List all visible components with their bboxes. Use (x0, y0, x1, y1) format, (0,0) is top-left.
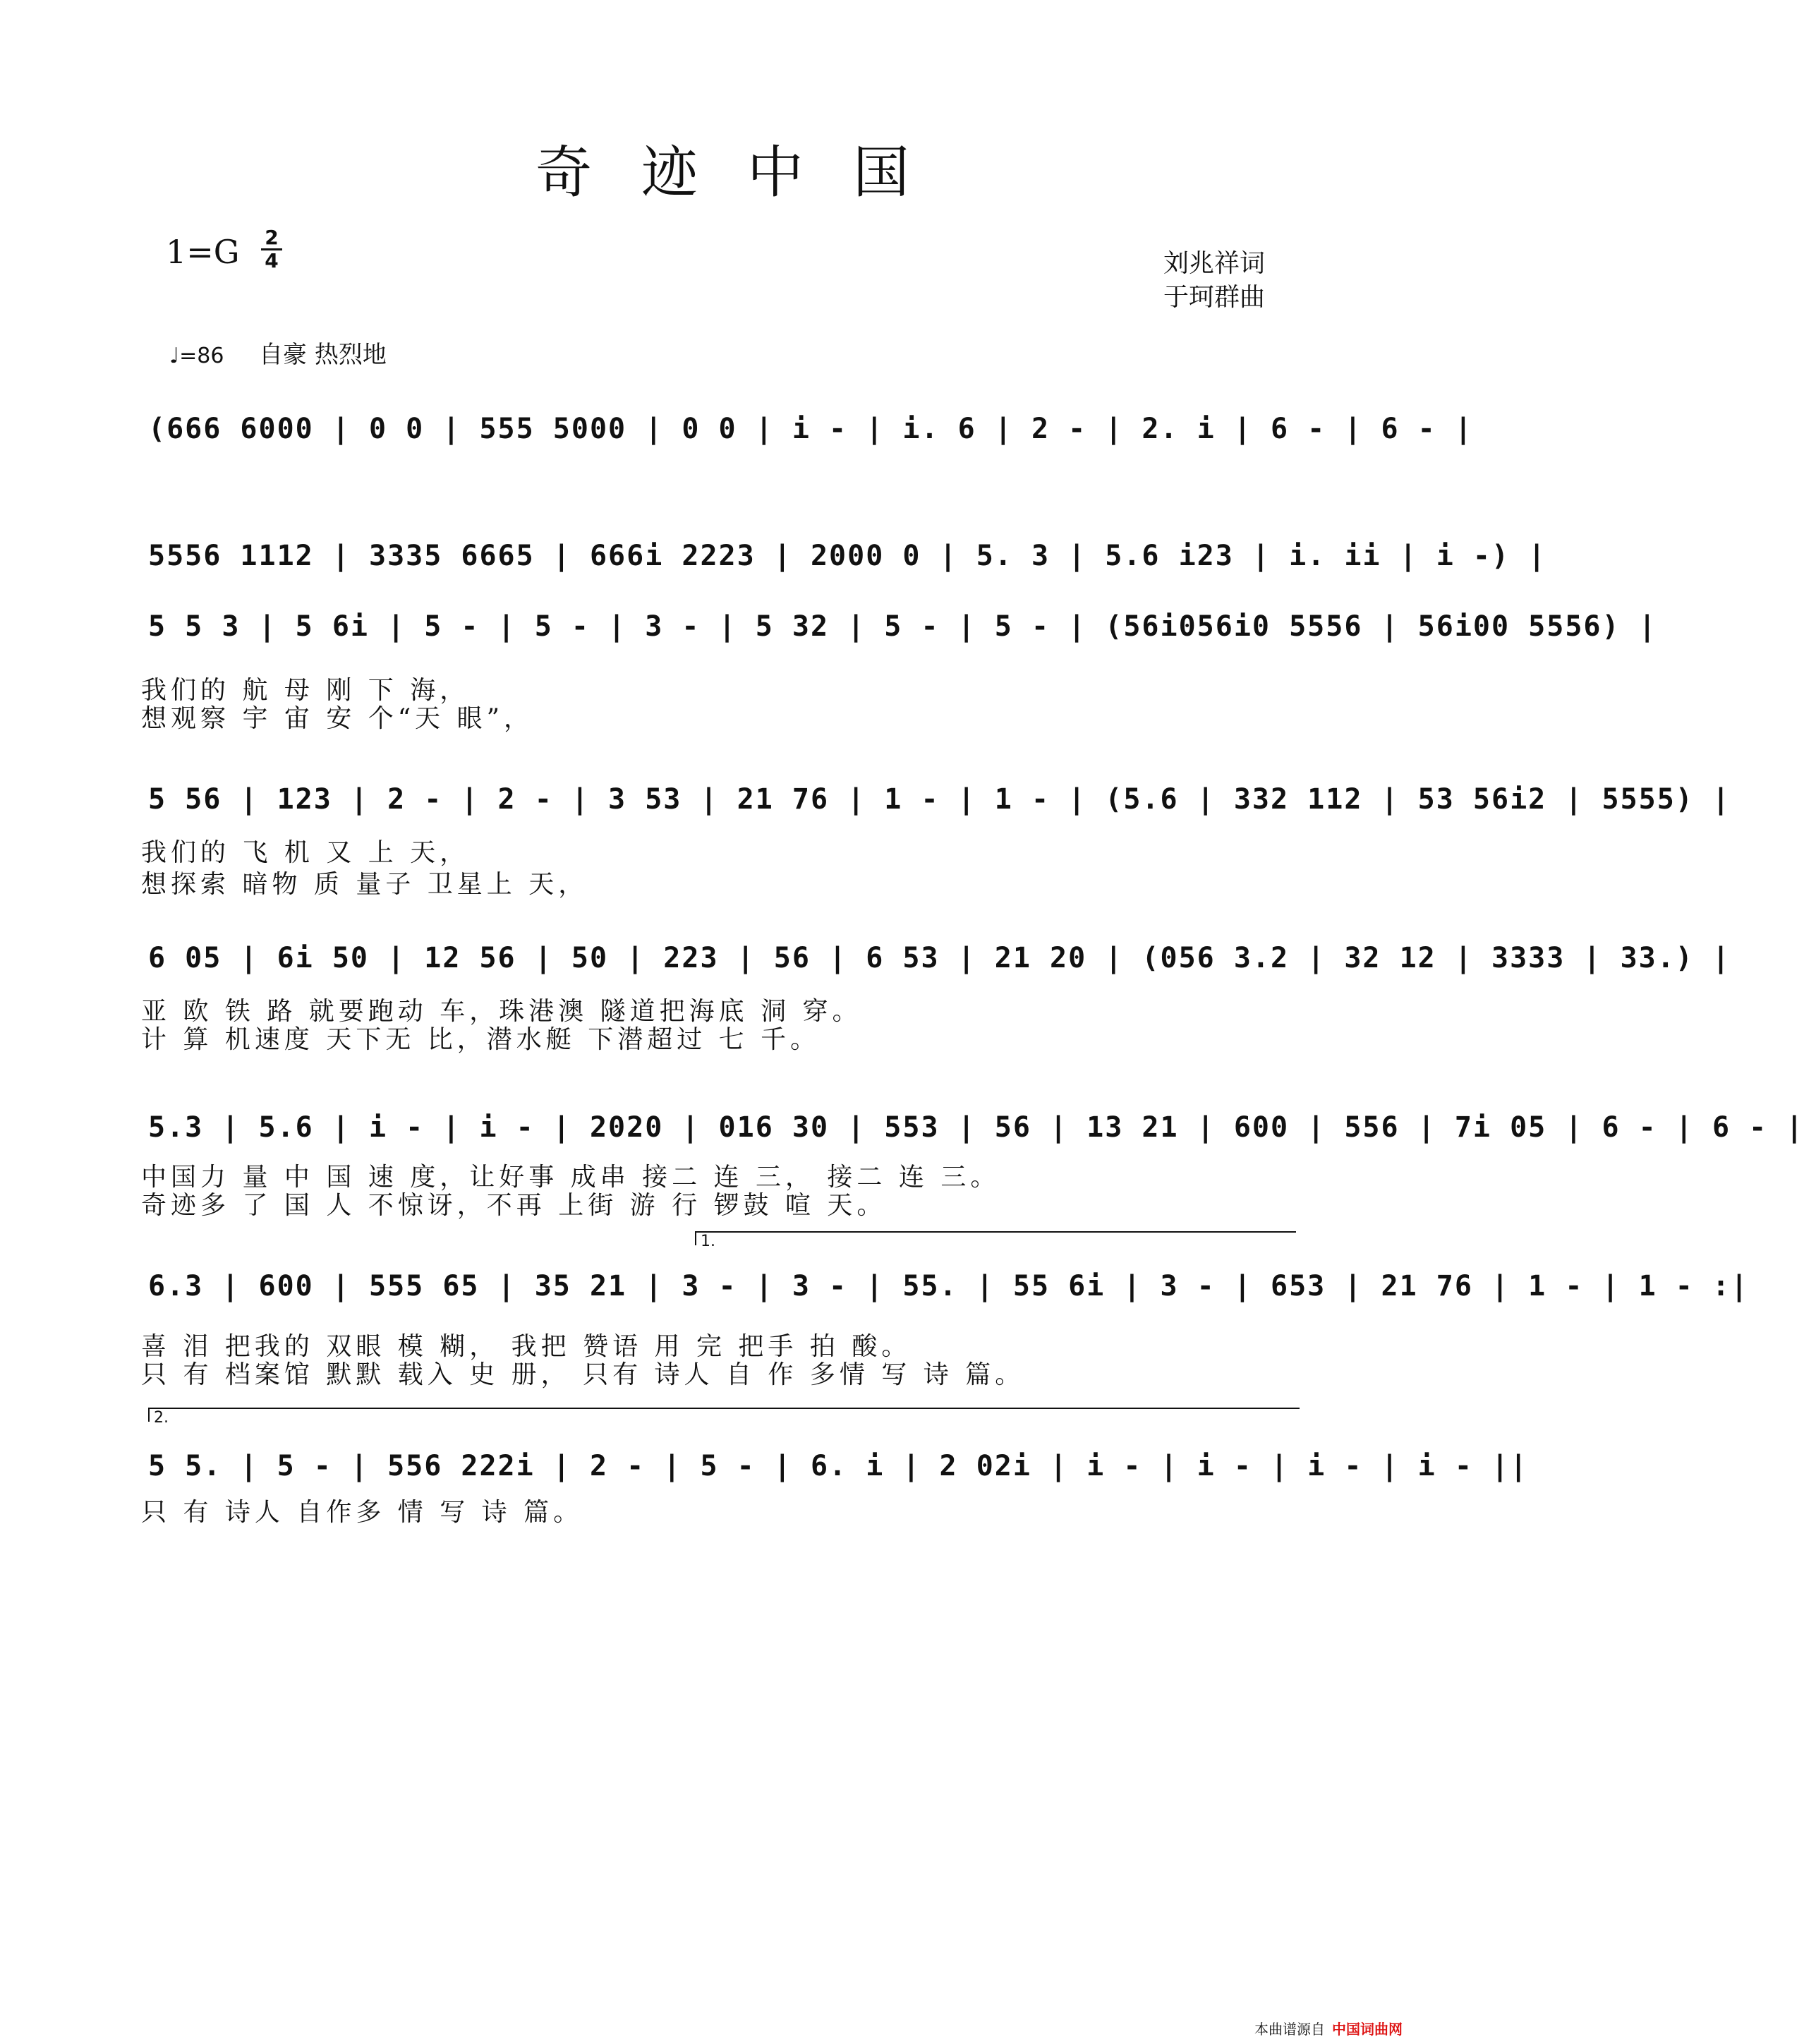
lyric-row-8-verse-1: 只 有 诗人 自作多 情 写 诗 篇。 (141, 1498, 583, 1527)
lyric-row-3-verse-1: 我们的 航 母 刚 下 海， (141, 676, 470, 705)
lyric-row-4-verse-1: 我们的 飞 机 又 上 天， (141, 838, 470, 867)
footer-brand: 中国词曲网 (1332, 2021, 1403, 2038)
score-row-2: 5556 1112 | 3335 6665 | 666i 2223 | 2000 0 | 5. 3 | 5.6 i23 | i. ii | i -) | (148, 540, 1547, 572)
composer: 于珂群曲 (1163, 283, 1265, 312)
time-signature-top: 2 (261, 227, 282, 250)
volta-label-2: 2. (154, 1409, 169, 1427)
tempo-value: ♩=86 (169, 344, 224, 368)
lyric-row-5-verse-2: 计 算 机速度 天下无 比，潜水艇 下潜超过 七 千。 (141, 1025, 821, 1054)
lyric-row-4-verse-2: 想探索 暗物 质 量子 卫星上 天， (141, 870, 588, 899)
footer-source: 本曲谱源自 (1254, 2021, 1325, 2038)
tempo-marking (169, 335, 387, 370)
volta-bracket-1 (695, 1231, 1296, 1250)
lyric-row-6-verse-2: 奇迹多 了 国 人 不惊讶，不再 上街 游 行 锣鼓 喧 天。 (141, 1191, 887, 1220)
source-footer (1254, 2018, 1403, 2038)
lyric-row-5-verse-1: 亚 欧 铁 路 就要跑动 车，珠港澳 隧道把海底 洞 穿。 (141, 997, 862, 1026)
volta-label-1: 1. (701, 1233, 715, 1250)
score-row-1: (666 6000 | 0 0 | 555 5000 | 0 0 | i - | i. 6 | 2 - | 2. i | 6 - | 6 - | (148, 413, 1473, 445)
mood-marking: 自豪 热烈地 (259, 341, 387, 369)
volta-bracket-2 (148, 1408, 1300, 1427)
lyric-row-7-verse-2: 只 有 档案馆 默默 载入 史 册， 只有 诗人 自 作 多情 写 诗 篇。 (141, 1360, 1025, 1389)
score-row-5: 6 05 | 6i 50 | 12 56 | 50 | 223 | 56 | 6 53 | 21 20 | (056 3.2 | 32 12 | 3333 | 33.) | (148, 942, 1731, 974)
score-row-3: 5 5 3 | 5 6i | 5 - | 5 - | 3 - | 5 32 | 5 - | 5 - | (56i056i0 5556 | 56i00 5556) | (148, 610, 1657, 643)
time-signature (261, 227, 282, 272)
lyricist: 刘兆祥词 (1163, 249, 1265, 278)
score-row-4: 5 56 | 123 | 2 - | 2 - | 3 53 | 21 76 | 1 - | 1 - | (5.6 | 332 112 | 53 56i2 | 5555) | (148, 783, 1731, 816)
key-signature: 1=G (166, 233, 240, 271)
score-row-6: 5.3 | 5.6 | i - | i - | 2020 | 016 30 | 553 | 56 | 13 21 | 600 | 556 | 7i 05 | 6 - | 6 - | (148, 1111, 1804, 1144)
time-signature-bottom: 4 (265, 249, 279, 272)
score-row-8: 5 5. | 5 - | 556 222i | 2 - | 5 - | 6. i | 2 02i | i - | i - | i - | i - || (148, 1450, 1529, 1482)
lyric-row-7-verse-1: 喜 泪 把我的 双眼 模 糊， 我把 赞语 用 完 把手 拍 酸。 (141, 1332, 912, 1361)
lyric-row-3-verse-2: 想观察 宇 宙 安 个“天 眼”， (141, 704, 534, 733)
score-title: 奇迹中国 (535, 140, 959, 205)
credits (1163, 247, 1265, 315)
lyric-row-6-verse-1: 中国力 量 中 国 速 度，让好事 成串 接二 连 三， 接二 连 三。 (141, 1163, 1000, 1192)
score-row-7: 6.3 | 600 | 555 65 | 35 21 | 3 - | 3 - | 55. | 55 6i | 3 - | 653 | 21 76 | 1 - | 1 - :| (148, 1270, 1750, 1302)
